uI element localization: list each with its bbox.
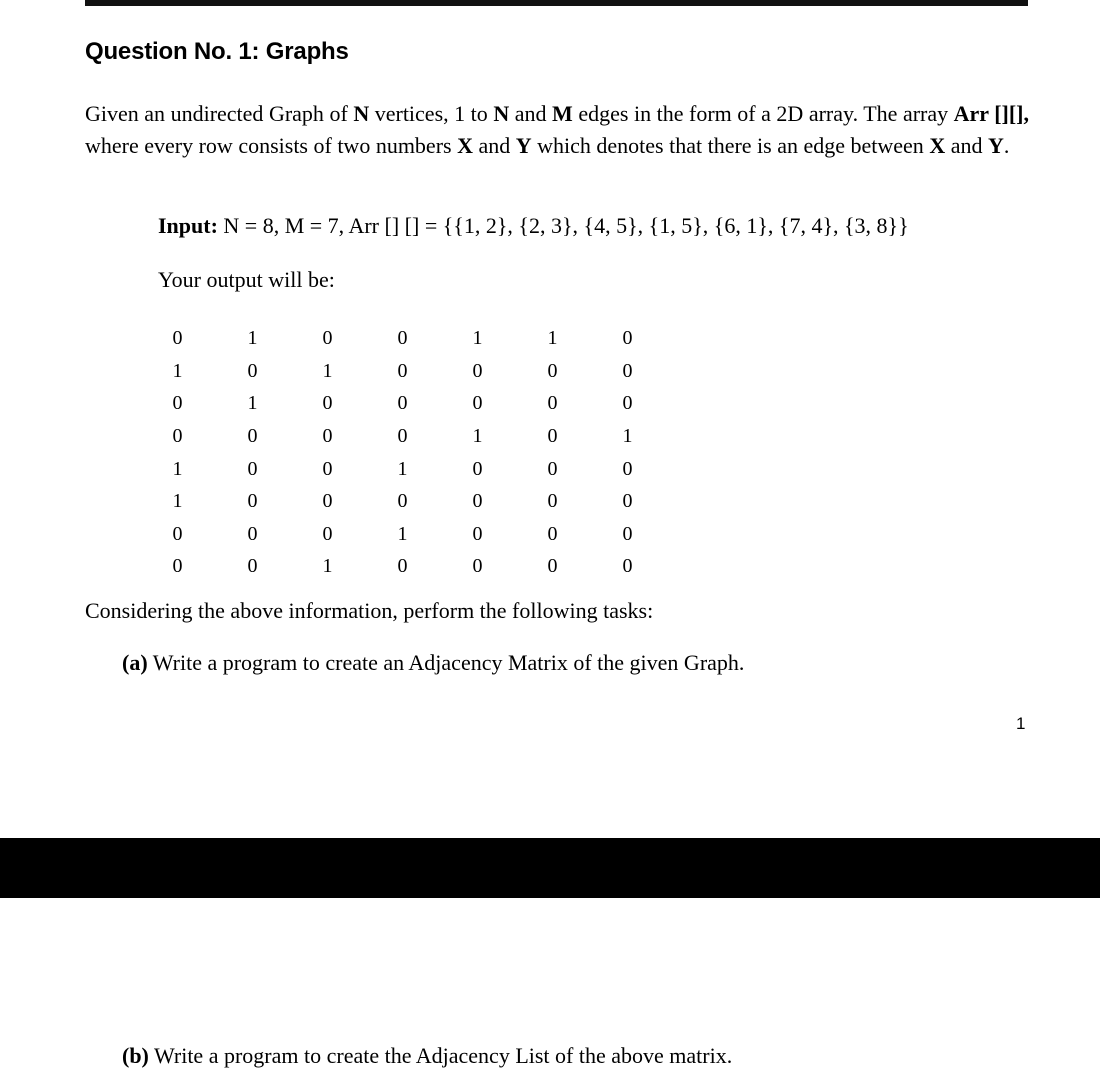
intro-bold-m: M [552, 101, 573, 126]
matrix-cell: 1 [472, 327, 483, 350]
intro-text: vertices, 1 to [369, 101, 494, 126]
matrix-cell: 0 [172, 392, 183, 415]
top-rule [85, 0, 1028, 6]
matrix-cell: 0 [547, 490, 558, 513]
matrix-cell: 0 [472, 457, 483, 480]
matrix-cell: 1 [472, 425, 483, 448]
question-heading: Question No. 1: Graphs [85, 38, 349, 65]
adjacency-matrix-output [140, 322, 665, 583]
matrix-cell: 0 [547, 555, 558, 578]
task-a [122, 650, 744, 676]
matrix-cell: 0 [322, 392, 333, 415]
matrix-cell: 0 [547, 522, 558, 545]
matrix-cell: 0 [472, 490, 483, 513]
matrix-cell: 0 [397, 327, 408, 350]
matrix-cell: 1 [172, 359, 183, 382]
matrix-cell: 0 [322, 457, 333, 480]
matrix-cell: 0 [547, 457, 558, 480]
intro-bold-n: N [353, 101, 370, 126]
matrix-cell: 0 [547, 392, 558, 415]
matrix-cell: 0 [472, 359, 483, 382]
matrix-cell: 0 [622, 457, 633, 480]
matrix-cell: 1 [397, 457, 408, 480]
matrix-cell: 0 [247, 555, 258, 578]
matrix-cell: 1 [322, 555, 333, 578]
matrix-cell: 1 [622, 425, 633, 448]
page-break-bar [0, 838, 1100, 898]
problem-description [85, 98, 1029, 162]
matrix-cell: 0 [322, 425, 333, 448]
matrix-cell: 1 [247, 327, 258, 350]
intro-bold-x: X [929, 133, 946, 158]
matrix-cell: 0 [397, 490, 408, 513]
matrix-row [140, 355, 665, 388]
matrix-row [140, 387, 665, 420]
matrix-cell: 0 [322, 327, 333, 350]
matrix-cell: 0 [397, 392, 408, 415]
intro-text: and [945, 133, 988, 158]
matrix-cell: 0 [247, 425, 258, 448]
matrix-cell: 0 [172, 425, 183, 448]
intro-text: and [472, 133, 516, 158]
matrix-cell: 0 [172, 327, 183, 350]
task-b-label: (b) [122, 1043, 149, 1068]
matrix-cell: 0 [622, 555, 633, 578]
matrix-cell: 1 [322, 359, 333, 382]
matrix-cell: 0 [247, 457, 258, 480]
intro-bold-y: Y [987, 133, 1004, 158]
matrix-row [140, 452, 665, 485]
matrix-cell: 0 [472, 392, 483, 415]
matrix-cell: 0 [397, 359, 408, 382]
matrix-cell: 0 [472, 555, 483, 578]
matrix-cell: 0 [622, 327, 633, 350]
matrix-cell: 0 [322, 522, 333, 545]
input-label: Input: [158, 213, 218, 238]
tasks-intro: Considering the above information, perform the following tasks: [85, 598, 654, 623]
page-number: 1 [1016, 714, 1026, 733]
matrix-cell: 0 [322, 490, 333, 513]
matrix-cell: 1 [172, 490, 183, 513]
matrix-cell: 0 [247, 359, 258, 382]
input-example [158, 213, 909, 239]
matrix-cell: 0 [622, 392, 633, 415]
intro-bold-arr: Arr [][], [953, 101, 1030, 126]
matrix-row [140, 518, 665, 551]
intro-text: Given an undirected Graph of [85, 101, 354, 126]
matrix-cell: 1 [247, 392, 258, 415]
matrix-row [140, 322, 665, 355]
matrix-cell: 0 [547, 425, 558, 448]
matrix-cell: 0 [172, 555, 183, 578]
intro-text: edges in the form of a 2D array. The array [572, 101, 954, 126]
matrix-cell: 0 [622, 359, 633, 382]
matrix-cell: 0 [472, 522, 483, 545]
matrix-body [140, 322, 665, 583]
matrix-cell: 0 [547, 359, 558, 382]
intro-bold-x: X [457, 133, 473, 158]
matrix-row [140, 550, 665, 583]
matrix-cell: 0 [397, 425, 408, 448]
matrix-cell: 0 [622, 490, 633, 513]
intro-text: . [1003, 133, 1010, 158]
matrix-cell: 0 [172, 522, 183, 545]
matrix-cell: 0 [622, 522, 633, 545]
matrix-cell: 1 [397, 522, 408, 545]
task-a-text: Write a program to create an Adjacency Matrix of the given Graph. [147, 650, 745, 675]
input-value: N = 8, M = 7, Arr [] [] = {{1, 2}, {2, 3}, {4, 5}, {1, 5}, {6, 1}, {7, 4}, {3, 8}} [217, 213, 909, 238]
matrix-cell: 0 [247, 522, 258, 545]
matrix-row [140, 420, 665, 453]
matrix-cell: 1 [172, 457, 183, 480]
intro-text: where every row consists of two numbers [85, 133, 458, 158]
matrix-cell: 0 [397, 555, 408, 578]
task-b-text: Write a program to create the Adjacency List of the above matrix. [148, 1043, 733, 1068]
matrix-row [140, 485, 665, 518]
task-a-label: (a) [122, 650, 148, 675]
intro-text: and [509, 101, 553, 126]
intro-text: which denotes that there is an edge between [531, 133, 930, 158]
matrix-cell: 1 [547, 327, 558, 350]
intro-bold-y: Y [515, 133, 532, 158]
output-label: Your output will be: [158, 267, 335, 292]
task-b [122, 1043, 732, 1069]
intro-bold-n: N [493, 101, 510, 126]
matrix-cell: 0 [247, 490, 258, 513]
